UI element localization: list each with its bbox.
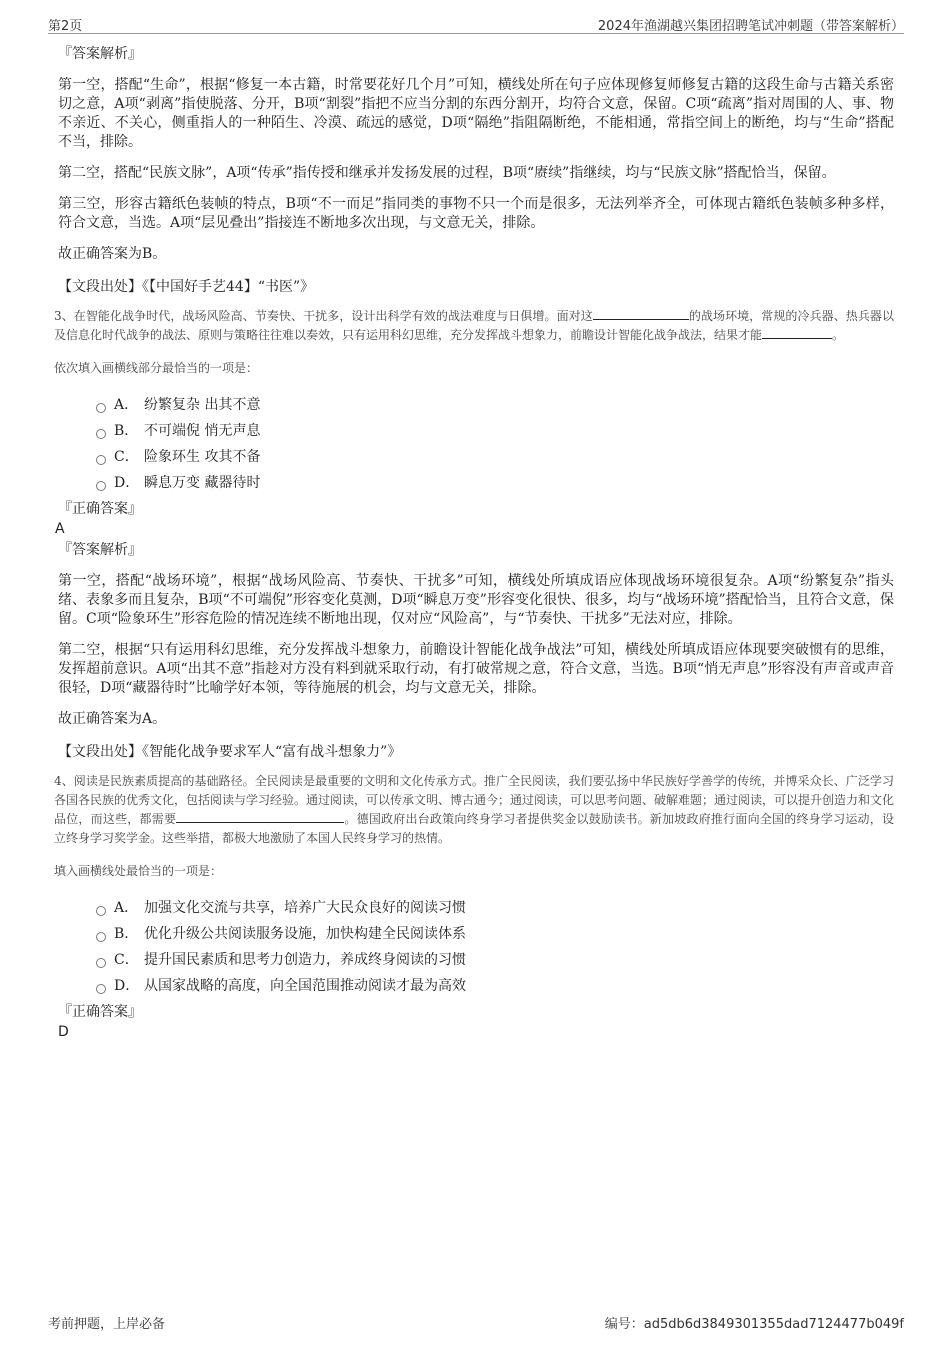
page-content [56,44,894,1043]
q4-answer-tag: 『正确答案』 [58,1004,142,1020]
radio-icon[interactable] [96,984,106,994]
q3-conclusion: 故正确答案为A。 [58,711,167,727]
blank-line [593,307,689,320]
q4-prompt: 填入画横线处最恰当的一项是： [54,864,223,878]
radio-icon[interactable] [96,906,106,916]
q3-answer-tag: 『正确答案』 [58,501,142,517]
q2-analysis-para: 第一空，搭配“生命”，根据“修复一本古籍，时常要花好几个月”可知，横线处所在句子应体现修复师修复古籍的这段生命与古籍关系密切之意，A项“剥离”指使脱落、分开，B项“割裂”指把不应当分割的东西分割开，均符合文意，保留。C项“疏离”指对周围的人、事、物不亲近、不关心，侧重指人的一种陌生、冷漠、疏远的感觉，D项“隔绝”指阻隔断绝，不能相通，常指空间上的断绝，均与“生命”搭配不当，排除。 [58,77,894,150]
document-code: 编号：ad5db6d3849301355dad7124477b049f [604,1317,904,1332]
q4-option-a[interactable]: A． 加强文化交流与共享，培养广大民众良好的阅读习惯 [96,895,894,921]
q4-answer: D [58,1024,69,1040]
q2-source: 【文段出处】《【中国好手艺44】“书医”》 [58,279,315,295]
q3-option-c[interactable]: C． 险象环生 攻其不备 [96,444,894,470]
q3-analysis-para: 第一空，搭配“战场环境”，根据“战场风险高、节奏快、干扰多”可知，横线处所填成语应体现战场环境很复杂。A项“纷繁复杂”指头绪、表象多而且复杂，B项“不可端倪”形容变化莫测，D项“瞬息万变”形容变化很快、很多，均与“战场环境”搭配恰当，且符合文意，保留。C项“险象环生”形容危险的情况连续不断地出现，仅对应“风险高”，与“节奏快、干扰多”无法对应，排除。 [58,573,894,627]
document-title: 2024年渔湖越兴集团招聘笔试冲刺题（带答案解析） [597,19,904,34]
q2-analysis-para: 第二空，搭配“民族文脉”，A项“传承”指传授和继承并发扬发展的过程，B项“赓续”指继续，均与“民族文脉”搭配恰当，保留。 [58,165,836,181]
q3-option-b[interactable]: B． 不可端倪 悄无声息 [96,418,894,444]
q4-question-text: 4、阅读是民族素质提高的基础路径。全民阅读是最重要的文明和文化传承方式。推广全民阅读，我们要弘扬中华民族好学善学的传统，并博采众长、广泛学习各国各民族的优秀文化，包括阅读与学习经验。通过阅读，可以传承文明、博古通今；通过阅读，可以思考问题、破解难题；通过阅读，可以提升创造力和文化品位，而这些，都需要 。德国政府出台政策向终身学习者提供奖金以鼓励读书。新加坡政府推行面向全国的终身学习运动，设立终身学习奖学金。这些举措，都极大地激励了本国人民终身学习的热情。 [54,774,895,845]
q3-option-d[interactable]: D． 瞬息万变 藏器待时 [96,470,894,496]
q3-prompt: 依次填入画横线部分最恰当的一项是： [54,361,259,375]
radio-icon[interactable] [96,932,106,942]
radio-icon[interactable] [96,403,106,413]
radio-icon[interactable] [96,429,106,439]
page-header [48,13,904,34]
q4-options [96,895,894,999]
q3-option-a[interactable]: A． 纷繁复杂 出其不意 [96,392,894,418]
q3-analysis-tag: 『答案解析』 [58,542,142,558]
q3-answer: A [55,521,65,537]
blank-line [176,810,344,823]
q2-conclusion: 故正确答案为B。 [58,246,167,262]
footer-slogan: 考前押题，上岸必备 [48,1317,166,1332]
q4-option-d[interactable]: D． 从国家战略的高度，向全国范围推动阅读才最为高效 [96,973,894,999]
q2-analysis-tag: 『答案解析』 [58,46,142,62]
q3-options [96,392,894,496]
page-footer [48,1313,904,1331]
q3-source: 【文段出处】《智能化战争要求军人“富有战斗想象力”》 [58,744,402,760]
q4-option-c[interactable]: C． 提升国民素质和思考力创造力，养成终身阅读的习惯 [96,947,894,973]
radio-icon[interactable] [96,481,106,491]
q3-question-text: 3、在智能化战争时代，战场风险高、节奏快、干扰多，设计出科学有效的战法难度与日俱增。面对这 的战场环境，常规的冷兵器、热兵器以及信息化时代战争的战法、原则与策略往往难以奏效，只有运用科幻思维，充分发挥战斗想象力，前瞻设计智能化战争战法，结果才能 。 [54,309,894,342]
q4-option-b[interactable]: B． 优化升级公共阅读服务设施，加快构建全民阅读体系 [96,921,894,947]
page-number: 第2页 [48,19,83,34]
q2-analysis-para: 第三空，形容古籍纸色装帧的特点，B项“不一而足”指同类的事物不只一个而是很多，无法列举齐全，可体现古籍纸色装帧多种多样，符合文意，当选。A项“层见叠出”指接连不断地多次出现，与文意无关，排除。 [58,196,894,231]
radio-icon[interactable] [96,455,106,465]
radio-icon[interactable] [96,958,106,968]
blank-line [762,326,832,339]
q3-analysis-para: 第二空，根据“只有运用科幻思维，充分发挥战斗想象力，前瞻设计智能化战争战法”可知，横线处所填成语应体现要突破惯有的思维，发挥超前意识。A项“出其不意”指趁对方没有料到就采取行动，有打破常规之意，符合文意，当选。B项“悄无声息”形容没有声音或声音很轻，D项“藏器待时”比喻学好本领，等待施展的机会，均与文意无关，排除。 [58,642,894,696]
